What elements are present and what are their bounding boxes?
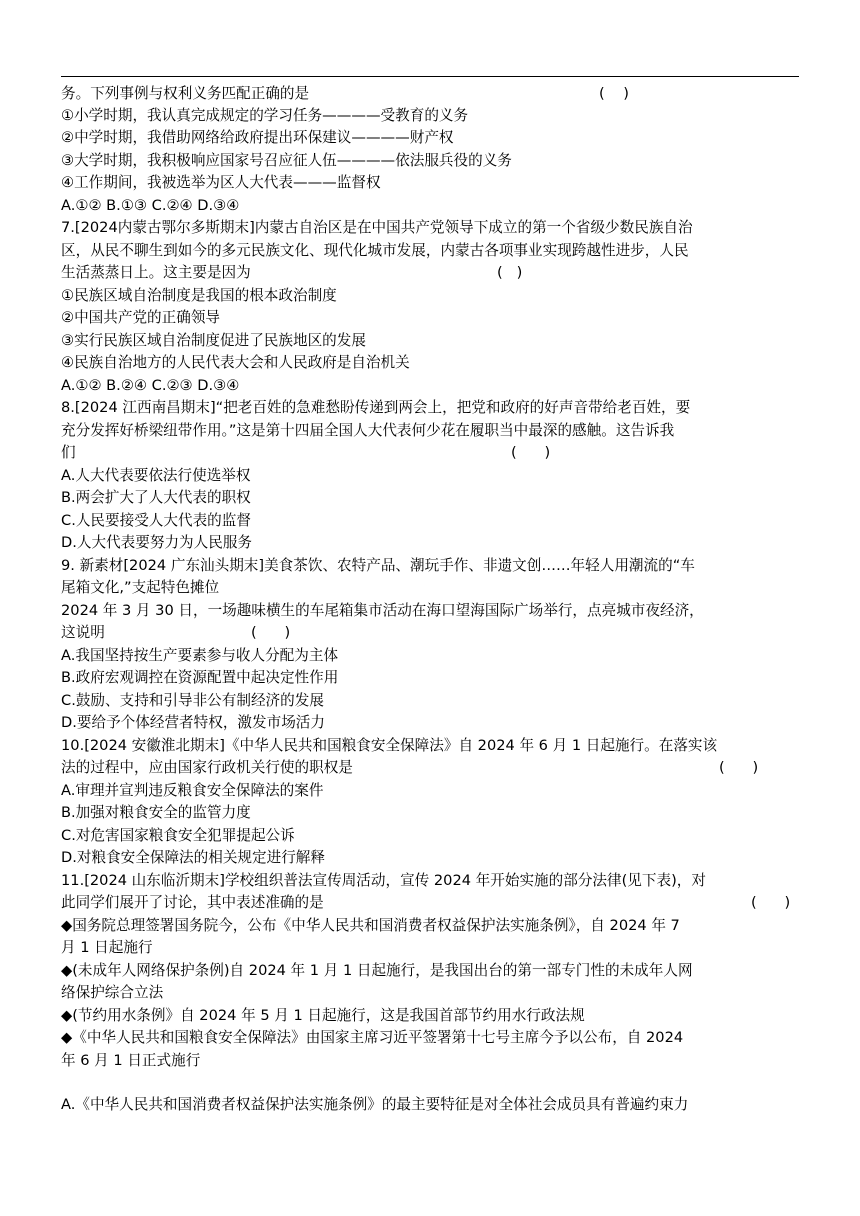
q8-option: B.两会扩大了人大代表的职权 [61, 489, 251, 506]
q11-material: 络保护综合立法 [61, 984, 164, 1001]
header-rule [61, 76, 799, 77]
q10-option: B.加强对粮食安全的监管力度 [61, 804, 251, 821]
q6-statement: ③大学时期，我积极响应国家号召应征人伍————依法服兵役的义务 [61, 152, 512, 169]
q8-option: D.人大代表要努力为人民服务 [61, 534, 253, 551]
q10-option: C.对危害国家粮食安全犯罪提起公诉 [61, 827, 295, 844]
answer-blank: ( ) [599, 85, 629, 102]
answer-blank: ( ) [751, 894, 791, 911]
q9-option: B.政府宏观调控在资源配置中起决定性作用 [61, 669, 339, 686]
q9-option: A.我国坚持按生产要素参与收人分配为主体 [61, 647, 339, 664]
q10-stem: 法的过程中，应由国家行政机关行使的职权是 [61, 759, 353, 776]
q10-option: D.对粮食安全保障法的相关规定进行解释 [61, 849, 325, 866]
q10-stem: 10.[2024 安徽淮北期末]《中华人民共和国粮食安全保障法》自 2024 年 6 月 1 日起施行。在落实该 [61, 737, 718, 754]
answer-blank: ( ) [511, 444, 551, 461]
q6-options: A.①② B.①③ C.②④ D.③④ [61, 197, 240, 214]
q9-option: D.要给予个体经营者特权，激发市场活力 [61, 714, 325, 731]
q11-material: 月 1 日起施行 [61, 939, 153, 956]
q7-options: A.①② B.②④ C.②③ D.③④ [61, 377, 240, 394]
q7-stem: 区，从民不聊生到如今的多元民族文化、现代化城市发展，内蒙古各项事业实现跨越性进步，人民 [61, 242, 689, 259]
q11-material: ◆《中华人民共和国粮食安全保障法》由国家主席习近平签署第十七号主席今予以公布，自 2024 [61, 1029, 684, 1046]
answer-blank: ( ) [251, 624, 291, 641]
q7-stem: 7.[2024内蒙古鄂尔多斯期末]内蒙古自治区是在中国共产党领导下成立的第一个省级少数民族自治 [61, 219, 693, 236]
q8-stem: 们 [61, 444, 76, 461]
q6-statement: ①小学时期，我认真完成规定的学习任务————受教育的义务 [61, 107, 469, 124]
q8-stem: 充分发挥好桥梁纽带作用。”这是第十四届全国人大代表何少花在履职当中最深的感触。这告诉我 [61, 422, 675, 439]
q7-statement: ②中国共产党的正确领导 [61, 309, 221, 326]
q6-statement: ②中学时期，我借助网络给政府提出环保建议————财产权 [61, 129, 454, 146]
q11-stem: 此同学们展开了讨论，其中表述准确的是 [61, 894, 324, 911]
q7-statement: ④民族自治地方的人民代表大会和人民政府是自治机关 [61, 354, 410, 371]
q11-material: ◆(未成年人网络保护条例)自 2024 年 1 月 1 日起施行，是我国出台的第一部专门性的未成年人网 [61, 962, 693, 979]
q9-stem: 这说明 [61, 624, 105, 641]
q7-stem: 生活蒸蒸日上。这主要是因为 [61, 264, 251, 281]
q9-option: C.鼓励、支持和引导非公有制经济的发展 [61, 692, 324, 709]
q9-stem: 尾箱文化,”支起特色摊位 [61, 579, 220, 596]
q11-material: ◆(节约用水条例》自 2024 年 5 月 1 日起施行，这是我国首部节约用水行政法规 [61, 1007, 585, 1024]
q9-stem: 2024 年 3 月 30 日，一场趣味横生的车尾箱集市活动在海口望海国际广场举行，点亮城市夜经济， [61, 602, 704, 619]
q11-material: 年 6 月 1 日正式施行 [61, 1052, 201, 1069]
answer-blank: ( ) [719, 759, 759, 776]
q8-option: C.人民要接受人大代表的监督 [61, 512, 251, 529]
q8-option: A.人大代表要依法行使选举权 [61, 467, 251, 484]
q9-stem: 9. 新素材[2024 广东汕头期末]美食茶饮、农特产品、潮玩手作、非遗文创……年轻人用潮流的“车 [61, 557, 695, 574]
q7-statement: ①民族区域自治制度是我国的根本政治制度 [61, 287, 337, 304]
q11-option: A.《中华人民共和国消费者权益保护法实施条例》的最主要特征是对全体社会成员具有普遍约束力 [61, 1096, 689, 1113]
q6-statement: ④工作期间，我被选举为区人大代表———监督权 [61, 174, 381, 191]
q11-stem: 11.[2024 山东临沂期末]学校组织普法宣传周活动，宣传 2024 年开始实施的部分法律(见下表)，对 [61, 872, 706, 889]
q11-material: ◆国务院总理签署国务院今，公布《中华人民共和国消费者权益保护法实施条例》，自 2024 年 7 [61, 917, 680, 934]
q10-option: A.审理并宣判违反粮食安全保障法的案件 [61, 782, 324, 799]
q7-statement: ③实行民族区域自治制度促进了民族地区的发展 [61, 332, 366, 349]
q6-stem-tail: 务。下列事例与权利义务匹配正确的是 [61, 85, 310, 102]
q8-stem: 8.[2024 江西南昌期末]“把老百姓的急难愁盼传递到两会上，把党和政府的好声音带给老百姓，要 [61, 399, 691, 416]
answer-blank: ( ) [497, 264, 523, 281]
